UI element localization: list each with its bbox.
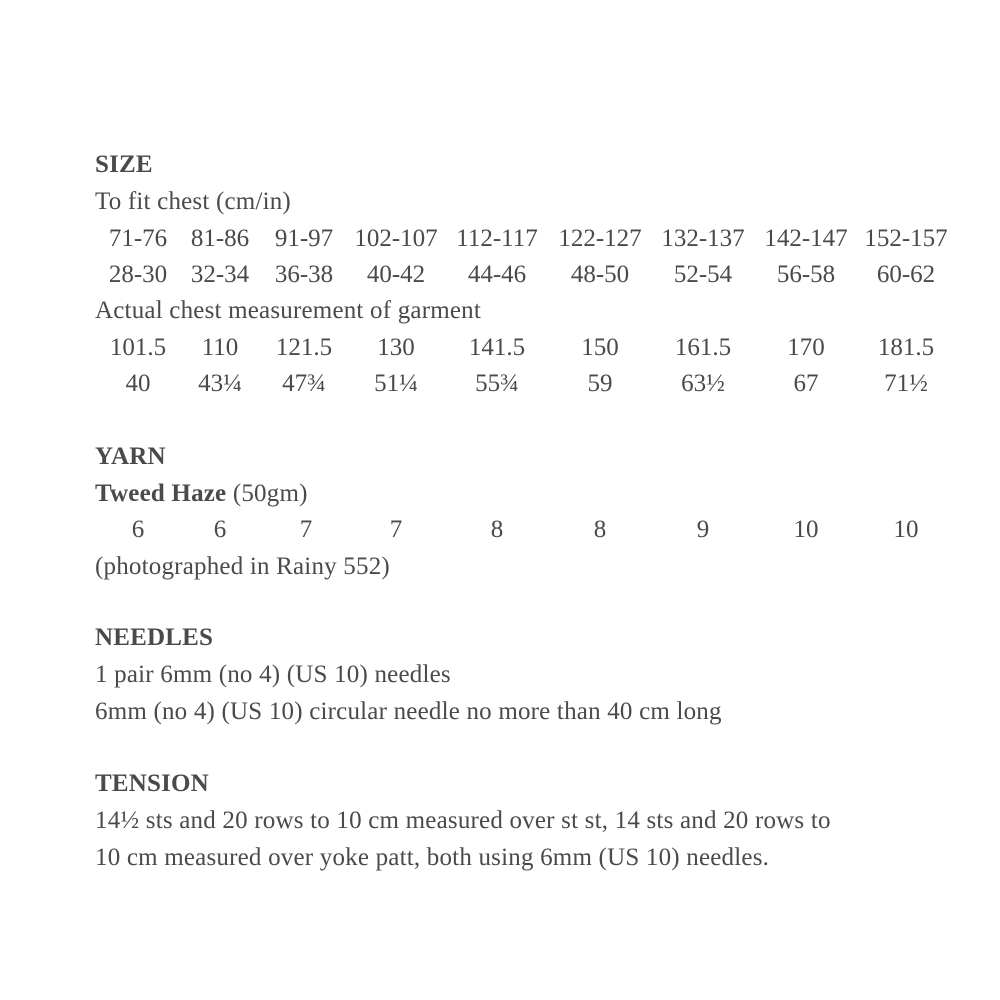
fit-in-cell: 60-62 [876, 261, 936, 288]
yarn-quantity-cell: 7 [299, 516, 313, 543]
actual-in-cell: 55¾ [475, 370, 519, 397]
actual-cm-cell: 170 [787, 334, 825, 361]
actual-cm-cell: 110 [201, 334, 239, 361]
fit-cm-cell: 112-117 [456, 225, 538, 252]
fit-cm-cell: 71-76 [108, 225, 168, 252]
actual-cm-cell: 141.5 [468, 334, 526, 361]
needles-line-2: 6mm (no 4) (US 10) circular needle no more than 40 cm long [95, 698, 722, 725]
needles-heading: NEEDLES [95, 624, 214, 651]
yarn-name: Tweed Haze [95, 480, 227, 507]
actual-in-cell: 51¼ [374, 370, 418, 397]
actual-cm-cell: 121.5 [275, 334, 333, 361]
size-heading: SIZE [95, 151, 153, 178]
actual-in-cell: 43¼ [198, 370, 242, 397]
fit-in-cell: 28-30 [108, 261, 168, 288]
actual-in-cell: 67 [793, 370, 819, 397]
needles-line-1: 1 pair 6mm (no 4) (US 10) needles [95, 661, 451, 688]
fit-cm-cell: 81-86 [190, 225, 250, 252]
actual-in-cell: 40 [125, 370, 151, 397]
fit-cm-cell: 122-127 [558, 225, 642, 252]
tension-line-2: 10 cm measured over yoke patt, both using 6mm (US 10) needles. [95, 844, 770, 871]
yarn-quantity-cell: 8 [593, 516, 607, 543]
fit-cm-cell: 142-147 [764, 225, 848, 252]
fit-cm-cell: 102-107 [354, 225, 438, 252]
actual-in-cell: 71½ [884, 370, 928, 397]
actual-in-cell: 47¾ [282, 370, 326, 397]
tension-heading: TENSION [95, 770, 209, 797]
fit-in-cell: 32-34 [190, 261, 250, 288]
yarn-quantity-cell: 9 [696, 516, 710, 543]
yarn-quantity-cell: 6 [213, 516, 227, 543]
fit-in-cell: 48-50 [570, 261, 630, 288]
actual-cm-cell: 130 [377, 334, 415, 361]
fit-in-cell: 40-42 [366, 261, 426, 288]
yarn-name-line [95, 479, 308, 509]
actual-cm-cell: 150 [581, 334, 619, 361]
actual-cm-cell: 161.5 [674, 334, 732, 361]
yarn-heading: YARN [95, 443, 166, 470]
fit-cm-cell: 91-97 [274, 225, 334, 252]
fit-in-cell: 56-58 [776, 261, 836, 288]
actual-cm-cell: 181.5 [877, 334, 935, 361]
yarn-quantity-cell: 6 [131, 516, 145, 543]
fit-in-cell: 36-38 [274, 261, 334, 288]
yarn-quantity-cell: 10 [893, 516, 919, 543]
actual-in-cell: 59 [587, 370, 613, 397]
fit-chest-label: To fit chest (cm/in) [95, 188, 291, 215]
actual-cm-cell: 101.5 [109, 334, 167, 361]
yarn-quantity-cell: 10 [793, 516, 819, 543]
yarn-weight: (50gm) [232, 480, 308, 507]
yarn-photo-note: (photographed in Rainy 552) [95, 553, 390, 580]
yarn-quantity-cell: 7 [389, 516, 403, 543]
actual-in-cell: 63½ [681, 370, 725, 397]
actual-chest-label: Actual chest measurement of garment [95, 297, 482, 324]
fit-in-cell: 44-46 [467, 261, 527, 288]
fit-cm-cell: 132-137 [661, 225, 745, 252]
tension-line-1: 14½ sts and 20 rows to 10 cm measured over st st, 14 sts and 20 rows to [95, 807, 831, 834]
fit-cm-cell: 152-157 [864, 225, 948, 252]
fit-in-cell: 52-54 [673, 261, 733, 288]
yarn-quantity-cell: 8 [490, 516, 504, 543]
